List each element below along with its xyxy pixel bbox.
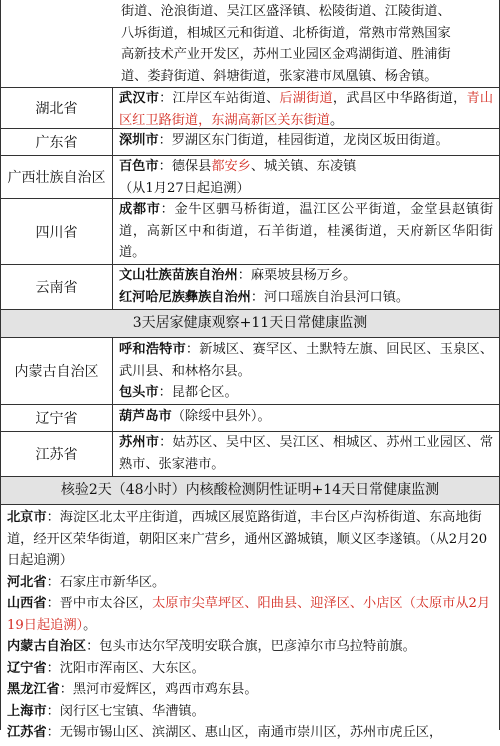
list-item [7, 507, 495, 572]
section-header-nucleic-test: 核验2天（48小时）内核酸检测阴性证明+14天日常健康监测 [1, 477, 499, 505]
region-label: 黑龙江省 [7, 682, 60, 697]
city-name: 文山壮族苗族自治州 [119, 268, 238, 283]
province-cell: 辽宁省 [1, 405, 113, 431]
province-cell: 四川省 [1, 199, 113, 264]
row-content [113, 88, 499, 128]
list-item [7, 572, 495, 594]
text: ：无锡市锡山区、滨湖区、惠山区，南通市崇川区，苏州市虎丘区， [46, 725, 443, 740]
city-name: 葫芦岛市 [119, 409, 172, 424]
city-name: 深圳市 [119, 133, 159, 148]
text: ：新城区、赛罕区、土默特左旗、回民区、玉泉区、武川县、和林格尔县。 [119, 342, 494, 379]
text: ：麻栗坡县杨万乡。 [237, 268, 357, 283]
text: ：海淀区北太平庄街道，西城区展览路街道，丰台区卢沟桥街道、东高地街道，经开区荣华街道，朝阳区来广营乡，通州区潞城镇，顺义区李遂镇。（从2月20日起追溯） [7, 510, 488, 568]
list-item [7, 701, 495, 723]
row-content [113, 156, 499, 198]
section-header-home-observation: 3天居家健康观察+11天日常健康监测 [1, 310, 499, 338]
text: （除绥中县外）。 [171, 409, 271, 424]
text: 、城关镇、东凌镇 [250, 159, 357, 174]
city-name: 包头市 [119, 385, 159, 400]
province-cell: 广东省 [1, 129, 113, 155]
table-row-guangxi [1, 156, 499, 199]
text: ：江岸区车站街道、 [159, 91, 280, 106]
province-cell: 广西壮族自治区 [1, 156, 113, 198]
text: 。 [330, 112, 344, 128]
highlight-text: 太原市尖草坪区、阳曲县、迎泽区、小店区（太原市从2月19日起追溯） [7, 596, 491, 633]
row-content [113, 432, 499, 476]
table-row-guangdong [1, 129, 499, 156]
text: ：德保县 [158, 159, 212, 174]
row-content [113, 265, 499, 309]
row-content [113, 338, 499, 404]
city-name: 红河哈尼族彝族自治州 [119, 289, 251, 305]
text-line: 高新技术产业开发区，苏州工业园区金鸡湖街道、胜浦街 [121, 47, 451, 62]
table-row-neimenggu [1, 338, 499, 405]
row-content [1, 0, 499, 87]
table-row-hubei [1, 87, 499, 129]
highlight-text: 青山区红卫路街道，东湖高新区关东街道 [119, 91, 494, 128]
text: ：包头市达尔罕茂明安联合旗，巴彦淖尔市乌拉特前旗。 [86, 639, 416, 654]
city-name: 武汉市 [119, 91, 160, 106]
table-row-jiangsu [1, 432, 499, 477]
text: ：黑河市爱辉区，鸡西市鸡东县。 [59, 682, 258, 697]
province-cell: 内蒙古自治区 [1, 338, 113, 404]
text: 。 [83, 617, 97, 633]
text: ：姑苏区、吴中区、吴江区、相城区、苏州工业园区、常熟市、张家港市。 [119, 435, 494, 472]
city-name: 苏州市 [119, 435, 160, 450]
row-content [113, 199, 499, 264]
province-cell: 云南省 [1, 265, 113, 309]
text: （从1月27日起追溯） [119, 180, 250, 196]
list-item [7, 722, 495, 744]
province-cell: 江苏省 [1, 432, 113, 476]
text: ：昆都仑区。 [158, 385, 238, 400]
text: ：沈阳市浑南区、大东区。 [46, 660, 205, 676]
text: ：河口瑶族自治县河口镇。 [250, 289, 410, 305]
text: ：闵行区七宝镇、华漕镇。 [46, 703, 205, 719]
table-row-liaoning [1, 405, 499, 432]
row-content [113, 405, 499, 431]
highlight-text: 都安乡 [211, 159, 251, 174]
text: ：石家庄市新华区。 [46, 574, 166, 590]
city-name: 呼和浩特市 [119, 342, 186, 357]
region-label: 山西省 [7, 596, 47, 611]
city-name: 成都市 [119, 202, 161, 217]
region-label: 辽宁省 [7, 660, 47, 676]
region-list [1, 505, 499, 746]
province-cell: 湖北省 [1, 88, 113, 128]
text-line: 八坼街道，相城区元和街道、北桥街道，常熟市常熟国家 [121, 25, 451, 41]
list-item [7, 636, 495, 658]
city-name: 百色市 [119, 159, 159, 174]
text-line: 道、娄葑街道、斜塘街道，张家港市凤凰镇、杨舍镇。 [121, 68, 438, 84]
row-content [113, 129, 499, 155]
text: ：晋中市太谷区， [46, 596, 153, 611]
text: ：金牛区驷马桥街道，温江区公平街道，金堂县赵镇街道，高新区中和街道，石羊街道，桂溪街道，天府新区华阳街道。 [119, 202, 494, 260]
region-label: 内蒙古自治区 [7, 639, 87, 654]
region-label: 江苏省 [7, 725, 47, 740]
text: ，武昌区中华路街道， [332, 91, 467, 106]
region-label: 上海市 [7, 703, 47, 719]
list-item [7, 593, 495, 636]
list-item [7, 679, 495, 701]
list-item [7, 658, 495, 680]
text: ：罗湖区东门街道，桂园街道，龙岗区坂田街道。 [158, 133, 449, 148]
text-line: 街道、沧浪街道、吴江区盛泽镇、松陵街道、江陵街道、 [121, 4, 451, 19]
region-label: 北京市 [7, 510, 47, 525]
region-label: 河北省 [7, 574, 47, 590]
table-row-yunnan [1, 265, 499, 310]
highlight-text: 后湖街道 [279, 91, 333, 106]
table-row-sichuan [1, 199, 499, 265]
table-row-continuation [1, 0, 499, 88]
